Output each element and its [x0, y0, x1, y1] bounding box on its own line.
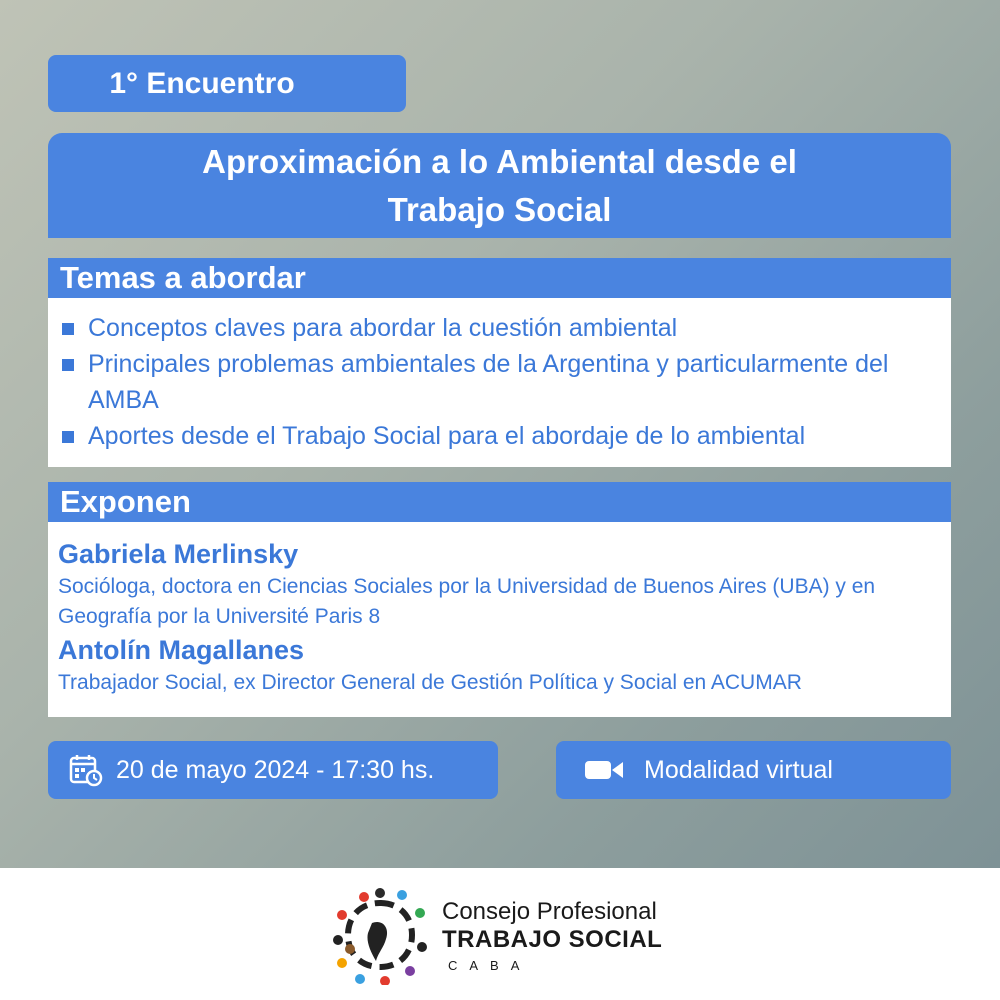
- topic-text: Principales problemas ambientales de la Argentina y particularmente del AMBA: [88, 350, 889, 414]
- org-line1: Consejo Profesional: [442, 897, 657, 925]
- speaker-name: Gabriela Merlinsky: [58, 539, 299, 569]
- event-title-line1: Aproximación a lo Ambiental desde el: [202, 142, 797, 180]
- event-title: [48, 133, 951, 238]
- modality-badge: [556, 741, 951, 799]
- video-camera-icon: [584, 758, 624, 782]
- bullet-square-icon: [62, 323, 74, 335]
- topics-header: Temas a abordar: [48, 258, 951, 298]
- topic-item: [60, 346, 951, 418]
- organization-logo: [330, 880, 690, 990]
- organization-name: [442, 898, 662, 973]
- org-line3: CABA: [448, 957, 532, 973]
- meeting-badge: [48, 55, 406, 112]
- speaker-name: Antolín Magallanes: [58, 635, 305, 665]
- meeting-badge-label: 1° Encuentro: [109, 66, 295, 100]
- org-line2: TRABAJO SOCIAL: [442, 925, 663, 953]
- people-circle-logo: [330, 885, 430, 985]
- modality-label: Modalidad virtual: [644, 755, 833, 784]
- speaker-description: Socióloga, doctora en Ciencias Sociales por la Universidad de Buenos Aires (UBA) y en Geografía por la Université Paris 8: [58, 575, 876, 628]
- speakers-list: [48, 522, 951, 717]
- speakers-header: Exponen: [48, 482, 951, 522]
- topic-text: Conceptos claves para abordar la cuestión ambiental: [88, 314, 678, 342]
- topic-item: [60, 310, 951, 346]
- calendar-clock-icon: [68, 752, 104, 788]
- topics-list: [48, 298, 951, 467]
- topic-item: [60, 418, 951, 454]
- schedule-badge: [48, 741, 498, 799]
- speaker-description: Trabajador Social, ex Director General de Gestión Política y Social en ACUMAR: [58, 671, 802, 694]
- bullet-square-icon: [62, 359, 74, 371]
- schedule-label: 20 de mayo 2024 - 17:30 hs.: [116, 755, 435, 784]
- topic-text: Aportes desde el Trabajo Social para el abordaje de lo ambiental: [88, 422, 806, 450]
- bullet-square-icon: [62, 431, 74, 443]
- event-title-line2: Trabajo Social: [387, 190, 612, 228]
